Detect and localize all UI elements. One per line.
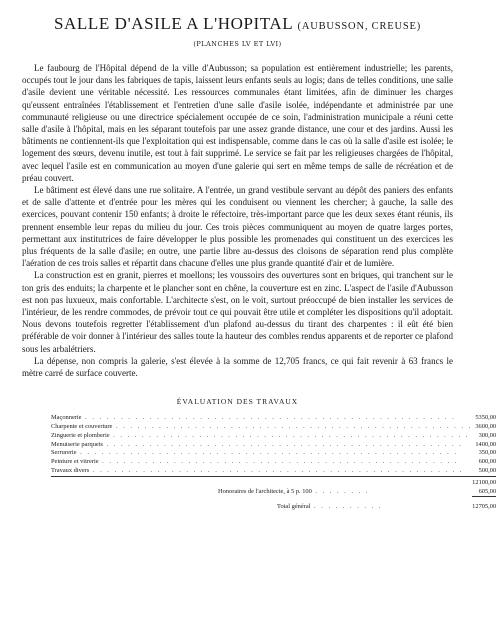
- item-value: 300,00: [478, 431, 496, 439]
- item-label: Peinture et vitrerie: [51, 458, 99, 466]
- item-value: 600,00: [478, 458, 496, 466]
- table-row: Charpente et couverture . . . . . . . . . . . . . . . . . . . . . . . . . . . . . . . . . . . . . . . . . . . . . . . . . . 3600,00: [51, 423, 496, 431]
- item-value: 500,00: [478, 467, 496, 475]
- document-page: [0, 14, 496, 628]
- table-row: Travaux divers . . . . . . . . . . . . . . . . . . . . . . . . . . . . . . . . . . . . . . . . . . . . . . . . . . . . 500,00: [51, 467, 496, 476]
- body-text: [22, 62, 453, 379]
- item-label: Travaux divers: [51, 467, 90, 475]
- table-row: Serrurerie . . . . . . . . . . . . . . . . . . . . . . . . . . . . . . . . . . . . . . . . . . . . . . . . . . . . . 350,00: [51, 449, 496, 457]
- item-value: 350,00: [478, 449, 496, 457]
- title-text: SALLE D'ASILE A L'HOPITAL: [53, 14, 293, 33]
- item-label: Charpente et couverture: [51, 423, 113, 431]
- evaluation-title: ÉVALUATION DES TRAVAUX: [176, 397, 299, 407]
- total-row: Total général . . . . . . . . . . 12705,00: [51, 497, 496, 512]
- subtotal-row: [51, 476, 496, 487]
- subtotal-value: 12100,00: [472, 476, 496, 487]
- total-label: Total général: [277, 503, 311, 511]
- table-row: Menuiserie parquets . . . . . . . . . . . . . . . . . . . . . . . . . . . . . . . . . . . . . . . . . . . . . . . . . . 1400,00: [51, 440, 496, 448]
- table-row: Maçonnerie . . . . . . . . . . . . . . . . . . . . . . . . . . . . . . . . . . . . . . . . . . . . . . . . . . . . 5350,00: [51, 414, 496, 422]
- plates-reference: (PLANCHES LV ET LVI): [193, 40, 282, 48]
- paragraph-cost: La dépense, non compris la galerie, s'est élevée à la somme de 12,705 francs, ce qui fait revenir à 63 francs le mètre carré de surface couverte.: [22, 355, 453, 379]
- item-value: 1400,00: [475, 440, 496, 448]
- total-value: 12705,00: [472, 497, 496, 512]
- item-value: 5350,00: [475, 414, 496, 422]
- paragraph-building: Le bâtiment est élevé dans une rue solitaire. A l'entrée, un grand vestibule servant au dépôt des paniers des enfants et de salle d'attente et d'entrée pour les mères qui les conduisent ou viennent les chercher; à gauche, la salle des exercices, pouvant contenir 150 enfants; à droite le réfectoire, très-important parce que les deux sexes étant réunis, ils prennent ensemble leur repas du milieu du jour. Ces trois pièces communiquent au moyen de quatre larges portes, permettant aux institutrices de faire développer le plus possible les promenades qui constituent un des exercices les plus fréquents de la salle d'asile; en outre, une partie libre au-dessus des cloisons de séparation rend plus complète l'aération de ces trois salles et répartit dans chacune d'elles une plus grande quantité d'air et de lumière.: [22, 185, 453, 269]
- page-title: [22, 14, 453, 34]
- item-label: Serrurerie: [51, 449, 77, 457]
- honoraires-label: Honoraires de l'architecte, à 5 p. 100: [218, 487, 312, 495]
- table-row: Zinguerie et plomberie . . . . . . . . . . . . . . . . . . . . . . . . . . . . . . . . . . . . . . . . . . . . . . . . . . 300,00: [51, 431, 496, 439]
- paragraph-construction: La construction est en granit, pierres et moellons; les voussoirs des ouvertures sont en briques, qui tranchent sur le ton gris des enduits; la charpente et le plancher sont en chêne, la couverture est en zinc. L'aspect de l'asile d'Aubusson est non pas luxueux, mais confortable. L'architecte s'est, on le voit, surtout préoccupé de bien installer les services de l'intérieur, de les rendre commodes, de prévoir tout ce qui pouvait être utile et compléter les dispositions qu'il adoptait. Nous devons toutefois regretter l'établissement d'un plafond au-dessus du tirant des charpentes : il eût été bien préférable de voir donner à l'intérieur des salles toute la hauteur des combles rendus apparents et de reporter ce plafond sous les arbalétriers.: [22, 270, 453, 354]
- item-label: Menuiserie parquets: [51, 440, 103, 448]
- table-row: Peinture et vitrerie . . . . . . . . . . . . . . . . . . . . . . . . . . . . . . . . . . . . . . . . . . . . . . . . . . 600,00: [51, 458, 496, 466]
- paragraph-intro: Le faubourg de l'Hôpital dépend de la ville d'Aubusson; sa population est entièrement industrielle; les parents, occupés tout le jour dans les fabriques de tapis, laissent leurs enfants seuls au logis; dans de telles conditions, une salle d'asile devient une véritable nécessité. Les ressources communales étant limitées, afin de diminuer les charges qu'eussent entraînées l'établissement et l'entretien d'une salle d'asile isolée, indépendante et administrée par une communauté religieuse ou une directrice spécialement occupée de ce soin, l'administration municipale a réuni cette salle d'asile à l'hôpital, mais en les séparant toutefois par une assez grande distance, une cour et des jardins. Aussi les bâtiments ne contiennent-ils que l'exploitation qui est indispensable, comme dans le cas où la salle d'asile est isolée; le logement des sœurs, devenu inutile, est tout à fait supprimé. Le service se fait par les religieuses chargées de l'hôpital, avec lequel l'asile est en communication au moyen d'une galerie qui sert en même temps de salle de récréation et de préau couvert.: [22, 63, 453, 183]
- title-location: (AUBUSSON, CREUSE): [297, 21, 422, 32]
- honoraires-value: 605,00: [478, 487, 496, 495]
- item-label: Zinguerie et plomberie: [51, 431, 110, 439]
- item-label: Maçonnerie: [51, 414, 82, 422]
- honoraires-row: Honoraires de l'architecte, à 5 p. 100 . . . . . . . . 605,00: [51, 488, 496, 497]
- evaluation-table: [51, 414, 496, 512]
- item-value: 3600,00: [475, 423, 496, 431]
